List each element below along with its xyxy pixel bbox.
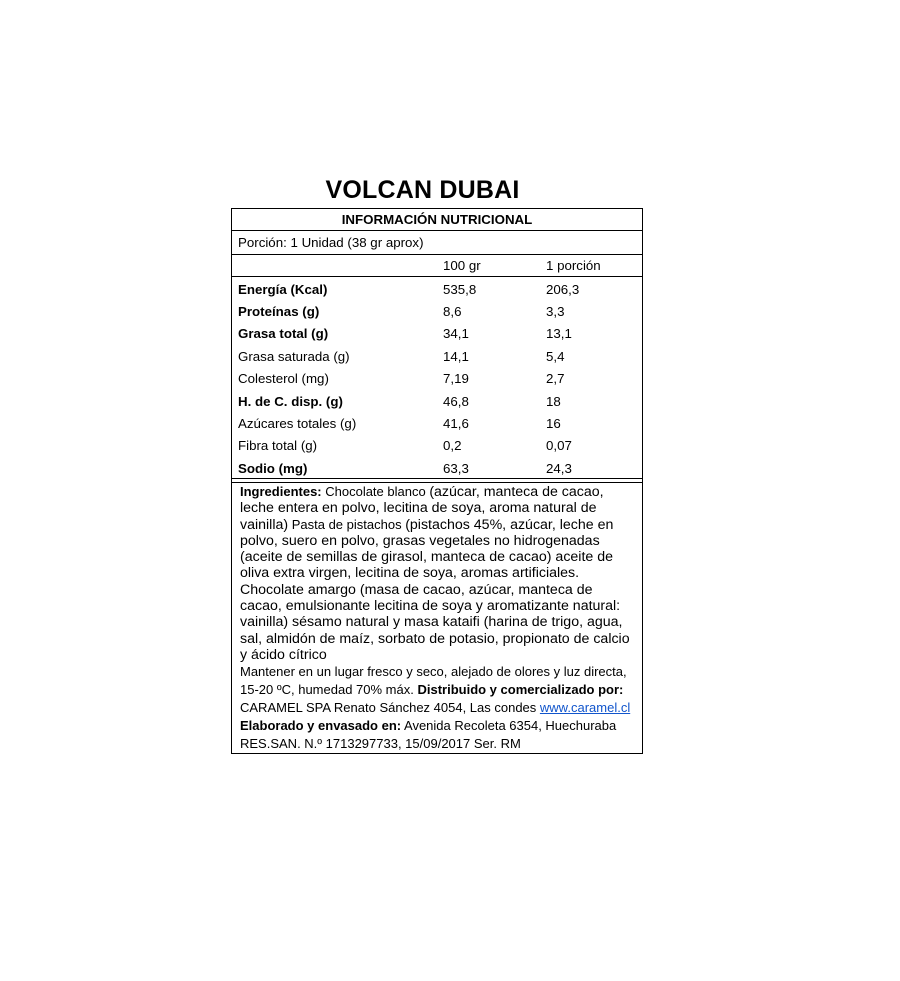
- nutrient-row-total-fat: [232, 323, 642, 345]
- storage-and-distribution: [240, 663, 634, 753]
- nutrient-value-portion: 13,1: [546, 326, 572, 342]
- ingredients-box: [231, 478, 643, 754]
- column-headers: [232, 255, 642, 277]
- nutrient-label: Grasa saturada (g): [238, 348, 350, 364]
- nutrient-row-energy: [232, 278, 642, 300]
- ingredient-pistachio-paste-detail: (pistachos 45%, azúcar, leche en polvo, suero en polvo, grasas vegetales no hidrogenadas (aceite de semillas de girasol, manteca de cacao) aceite de oliva extra virgen, lecitina de soya, aromas artificiales.: [240, 516, 614, 582]
- ingredient-dark-chocolate-detail: (masa de cacao, azúcar, manteca de cacao, emulsionante lecitina de soya y aromatizante natural: vainilla): [240, 581, 621, 631]
- ingredient-dark-chocolate: Chocolate amargo: [240, 581, 360, 598]
- nutrient-label: Azúcares totales (g): [238, 416, 357, 432]
- sanitary-registration: RES.SAN. N.º 1713297733, 15/09/2017 Ser. RM: [240, 736, 521, 752]
- column-header-100g: 100 gr: [443, 258, 481, 273]
- nutrient-row-fiber: [232, 435, 642, 457]
- nutrient-label: Sodio (mg): [238, 460, 308, 476]
- nutrient-value-100g: 14,1: [443, 348, 469, 364]
- nutrient-value-100g: 46,8: [443, 393, 469, 409]
- storage-instructions: Mantener en un lugar fresco y seco, alejado de olores y luz directa, 15-20 ºC, humedad 70% máx.: [240, 664, 627, 698]
- nutrient-row-sodium: [232, 457, 642, 479]
- nutrient-label: Fibra total (g): [238, 438, 318, 454]
- nutrient-label: H. de C. disp. (g): [238, 393, 343, 409]
- distributor-company: CARAMEL SPA Renato Sánchez 4054, Las condes: [240, 700, 540, 716]
- nutrient-value-portion: 18: [546, 393, 561, 409]
- ingredient-white-chocolate: Chocolate blanco: [321, 484, 430, 499]
- nutrient-rows: [232, 277, 642, 482]
- nutrient-value-100g: 0,2: [443, 438, 462, 454]
- nutrient-value-portion: 206,3: [546, 281, 580, 297]
- distributor-label: Distribuido y comercializado por:: [417, 682, 624, 698]
- nutrient-value-portion: 0,07: [546, 438, 572, 454]
- manufacturer-address: Avenida Recoleta 6354, Huechuraba: [401, 718, 617, 734]
- ingredient-white-chocolate-detail: (azúcar, manteca de cacao, leche entera en polvo, lecitina de soya, aroma natural de vainilla): [240, 484, 604, 533]
- ingredients-label: Ingredientes:: [240, 484, 322, 499]
- nutrient-row-total-sugars: [232, 412, 642, 434]
- nutrient-value-100g: 63,3: [443, 460, 469, 476]
- nutrient-value-portion: 5,4: [546, 348, 565, 364]
- ingredients-list: [240, 484, 634, 663]
- nutrient-value-100g: 41,6: [443, 416, 469, 432]
- nutrition-facts-table: [231, 208, 643, 483]
- nutrient-value-100g: 34,1: [443, 326, 469, 342]
- manufacturer-label: Elaborado y envasado en:: [240, 718, 402, 734]
- nutrient-row-protein: [232, 300, 642, 322]
- nutrient-value-100g: 535,8: [443, 281, 477, 297]
- nutrient-label: Energía (Kcal): [238, 281, 328, 297]
- portion-size: Porción: 1 Unidad (38 gr aprox): [232, 231, 642, 255]
- nutrient-row-carbohydrates: [232, 390, 642, 412]
- nutrient-row-saturated-fat: [232, 345, 642, 367]
- nutrient-label: Grasa total (g): [238, 326, 329, 342]
- ingredient-pistachio-paste: Pasta de pistachos: [288, 516, 406, 532]
- nutrient-row-cholesterol: [232, 368, 642, 390]
- product-title: VOLCAN DUBAI: [325, 176, 520, 204]
- nutrient-value-portion: 3,3: [546, 304, 565, 320]
- nutrient-value-100g: 7,19: [443, 371, 469, 387]
- nutrient-label: Colesterol (mg): [238, 371, 329, 387]
- nutrient-value-portion: 16: [546, 416, 561, 432]
- nutrient-value-100g: 8,6: [443, 304, 462, 320]
- nutrient-label: Proteínas (g): [238, 304, 320, 320]
- website-link[interactable]: www.caramel.cl: [539, 700, 631, 716]
- ingredient-sesame-kataifi: sésamo natural y masa kataifi (harina de trigo, agua, sal, almidón de maíz, sorbato de potasio, propionato de calcio y ácido cítrico: [240, 614, 630, 663]
- column-header-portion: 1 porción: [546, 258, 601, 273]
- nutrient-value-portion: 2,7: [546, 371, 565, 387]
- nutrition-header: INFORMACIÓN NUTRICIONAL: [232, 209, 642, 231]
- nutrient-value-portion: 24,3: [546, 460, 572, 476]
